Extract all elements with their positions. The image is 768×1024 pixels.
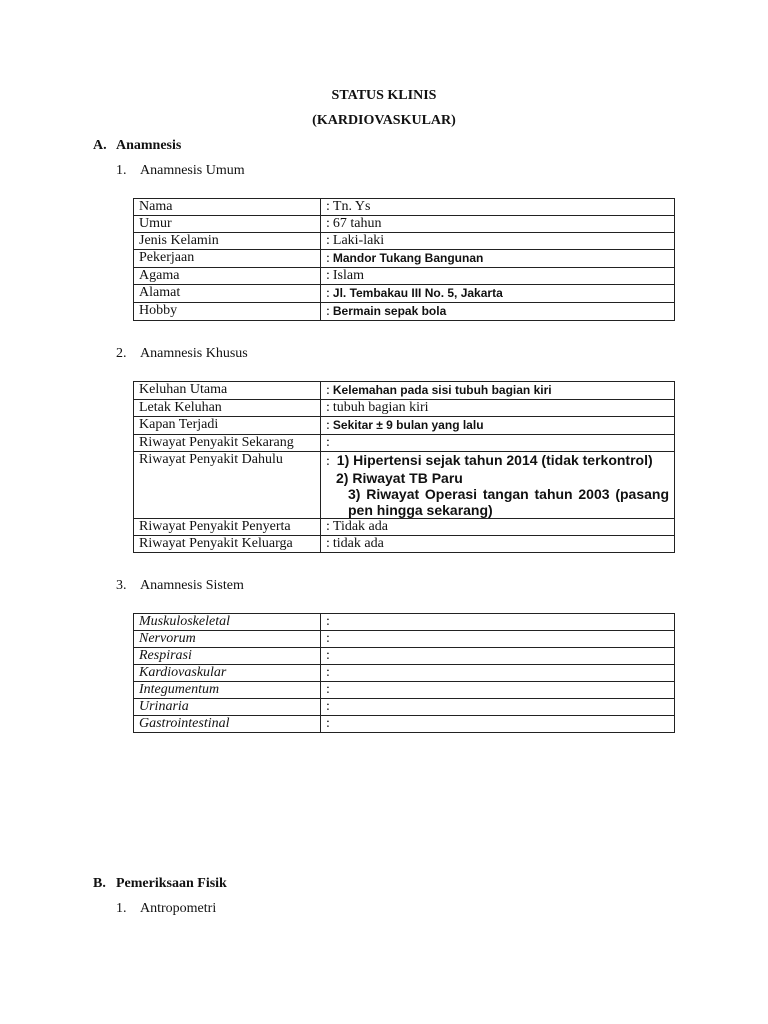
table-row <box>134 519 675 536</box>
row-label: Respirasi <box>134 648 321 665</box>
table-row <box>134 233 675 250</box>
row-value: Bermain sepak bola <box>332 304 447 318</box>
row-label: Urinaria <box>134 699 321 716</box>
row-label: Gastrointestinal <box>134 716 321 733</box>
table-row <box>134 216 675 233</box>
table-row <box>134 699 675 716</box>
table-row <box>134 199 675 216</box>
row-label: Alamat <box>134 285 321 303</box>
row-label: Nama <box>134 199 321 216</box>
row-label: Kapan Terjadi <box>134 417 321 435</box>
table-row <box>134 452 675 519</box>
table-row <box>134 536 675 553</box>
anamnesis-khusus-number: 2. <box>116 346 127 361</box>
section-a-title: Anamnesis <box>116 138 182 153</box>
table-row <box>134 303 675 321</box>
row-value: 67 tahun <box>332 216 382 231</box>
section-a-number: A. <box>93 138 107 153</box>
anamnesis-umum-number: 1. <box>116 163 127 178</box>
row-value-cell: : 1) Hipertensi sejak tahun 2014 (tidak terkontrol) 2) Riwayat TB Paru 3) Riwayat Operasi tangan tahun 2003 (pasang pen hingga sekarang) <box>321 452 675 519</box>
row-value-cell: : Kelemahan pada sisi tubuh bagian kiri <box>321 382 675 400</box>
table-row <box>134 382 675 400</box>
row-label: Integumentum <box>134 682 321 699</box>
row-label: Letak Keluhan <box>134 400 321 417</box>
section-a-heading <box>93 138 181 154</box>
anamnesis-khusus-table <box>133 381 675 553</box>
row-label: Kardiovaskular <box>134 665 321 682</box>
row-value-cell: : <box>321 716 675 733</box>
anamnesis-sistem-heading <box>116 578 244 594</box>
row-label: Riwayat Penyakit Sekarang <box>134 435 321 452</box>
table-row <box>134 285 675 303</box>
row-value-cell: : Jl. Tembakau III No. 5, Jakarta <box>321 285 675 303</box>
row-value-cell: : <box>321 435 675 452</box>
antropometri-title: Antropometri <box>140 901 217 916</box>
row-value-cell: : <box>321 614 675 631</box>
row-value-cell: : Sekitar ± 9 bulan yang lalu <box>321 417 675 435</box>
row-value: Tn. Ys <box>332 199 371 214</box>
row-value-cell: : tubuh bagian kiri <box>321 400 675 417</box>
anamnesis-khusus-heading <box>116 346 248 362</box>
history-line-3: 3) Riwayat Operasi tangan tahun 2003 (pasang pen hingga sekarang) <box>348 486 669 518</box>
row-value-cell: : tidak ada <box>321 536 675 553</box>
table-row <box>134 614 675 631</box>
anamnesis-umum-title: Anamnesis Umum <box>140 163 245 178</box>
row-value-cell: : <box>321 648 675 665</box>
table-row <box>134 648 675 665</box>
row-value-cell: : Tidak ada <box>321 519 675 536</box>
row-label: Umur <box>134 216 321 233</box>
history-line-1: 1) Hipertensi sejak tahun 2014 (tidak terkontrol) <box>336 452 653 468</box>
row-value: Laki-laki <box>332 233 385 248</box>
row-value-cell: : 67 tahun <box>321 216 675 233</box>
table-row <box>134 400 675 417</box>
anamnesis-sistem-table <box>133 613 675 733</box>
row-value: Mandor Tukang Bangunan <box>332 251 484 265</box>
row-value-cell: : Tn. Ys <box>321 199 675 216</box>
history-line-2: 2) Riwayat TB Paru <box>336 470 463 486</box>
anamnesis-khusus-title: Anamnesis Khusus <box>140 346 248 361</box>
row-value-cell: : Bermain sepak bola <box>321 303 675 321</box>
table-row <box>134 682 675 699</box>
table-row <box>134 268 675 285</box>
row-label: Riwayat Penyakit Dahulu <box>134 452 321 519</box>
row-value: Jl. Tembakau III No. 5, Jakarta <box>332 286 503 300</box>
row-value: Kelemahan pada sisi tubuh bagian kiri <box>332 383 552 397</box>
row-label: Jenis Kelamin <box>134 233 321 250</box>
row-value: Tidak ada <box>332 519 388 534</box>
antropometri-number: 1. <box>116 901 127 916</box>
table-row <box>134 631 675 648</box>
row-label: Riwayat Penyakit Penyerta <box>134 519 321 536</box>
table-row <box>134 716 675 733</box>
row-value: Islam <box>332 268 364 283</box>
row-label: Hobby <box>134 303 321 321</box>
table-row <box>134 665 675 682</box>
anamnesis-sistem-number: 3. <box>116 578 127 593</box>
row-label: Muskuloskeletal <box>134 614 321 631</box>
section-b-number: B. <box>93 876 106 891</box>
row-label: Agama <box>134 268 321 285</box>
table-row <box>134 435 675 452</box>
row-value-cell: : Laki-laki <box>321 233 675 250</box>
anamnesis-umum-heading <box>116 163 245 179</box>
row-value-cell: : Mandor Tukang Bangunan <box>321 250 675 268</box>
section-b-title: Pemeriksaan Fisik <box>116 876 227 891</box>
row-value: tubuh bagian kiri <box>332 400 429 415</box>
table-row <box>134 417 675 435</box>
row-value-cell: : <box>321 665 675 682</box>
row-value: Sekitar ± 9 bulan yang lalu <box>332 418 484 432</box>
antropometri-heading <box>116 901 216 917</box>
document-subtitle: (KARDIOVASKULAR) <box>312 113 456 128</box>
row-label: Nervorum <box>134 631 321 648</box>
row-label: Keluhan Utama <box>134 382 321 400</box>
row-value-cell: : Islam <box>321 268 675 285</box>
row-value-cell: : <box>321 682 675 699</box>
anamnesis-sistem-title: Anamnesis Sistem <box>140 578 244 593</box>
anamnesis-umum-table <box>133 198 675 321</box>
row-label: Pekerjaan <box>134 250 321 268</box>
section-b-heading <box>93 876 227 892</box>
row-label: Riwayat Penyakit Keluarga <box>134 536 321 553</box>
document-title: STATUS KLINIS <box>331 88 437 103</box>
row-value-cell: : <box>321 631 675 648</box>
row-value: tidak ada <box>332 536 384 551</box>
table-row <box>134 250 675 268</box>
row-value-cell: : <box>321 699 675 716</box>
